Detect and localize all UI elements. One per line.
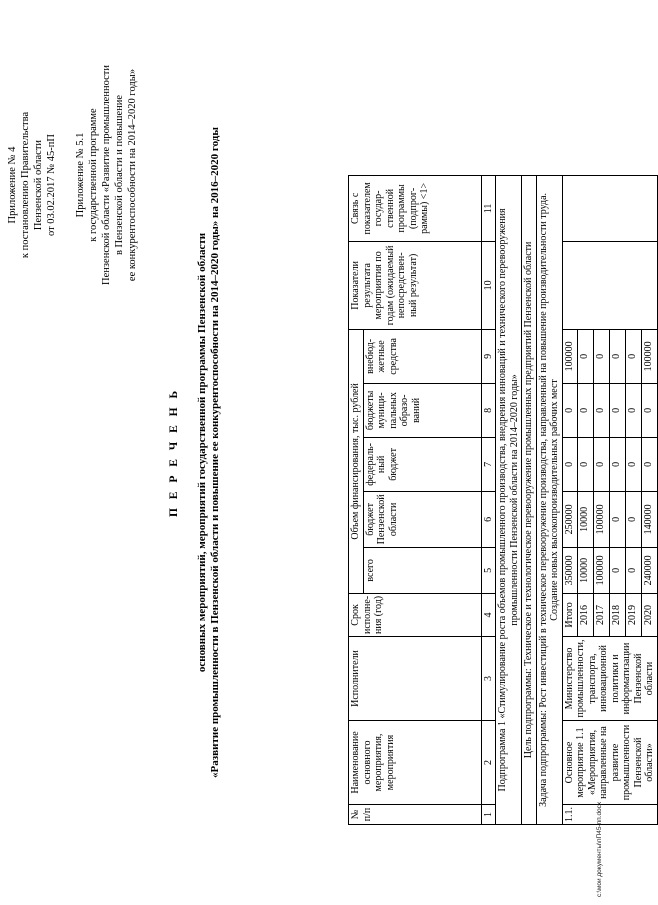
row-term: 2020 xyxy=(641,593,657,636)
row-offbudget: 0 xyxy=(625,329,641,383)
appendix-5-1-line3: Пензенской области «Развитие промышленности xyxy=(101,65,112,285)
col-number: 11 xyxy=(481,175,496,241)
header-funding: Объем финансирования, тыс. рублей xyxy=(349,329,364,593)
activities-table xyxy=(348,175,658,825)
row-total: 0 xyxy=(625,547,641,593)
row-municipal: 0 xyxy=(609,383,625,437)
col-number: 3 xyxy=(481,637,496,721)
title-line2: «Развитие промышленности в Пензенской области и повышение ее конкурентоспособности на 2014–2020 годы» на 2016–2020 годы xyxy=(209,127,221,778)
appendix-4-block xyxy=(6,65,58,305)
header-row-1 xyxy=(349,175,364,824)
row-total: 10000 xyxy=(578,547,594,593)
header-total: всего xyxy=(363,547,481,593)
row-federal: 0 xyxy=(562,437,578,491)
subprogram-task: Задача подпрограммы: Рост инвестиций в техническое перевооружение производства, направленный на повышение производительности труда. Создание новых высокопроизводительных рабочих мест xyxy=(536,175,562,824)
appendix-5-1-line5: ее конкурентоспособности на 2014–2020 годы» xyxy=(127,68,138,282)
col-number: 6 xyxy=(481,491,496,547)
row-regional: 0 xyxy=(625,491,641,547)
row-federal: 0 xyxy=(625,437,641,491)
row-regional: 250000 xyxy=(562,491,578,547)
row-term: 2018 xyxy=(609,593,625,636)
row-term: 2017 xyxy=(594,593,610,636)
row-municipal: 0 xyxy=(594,383,610,437)
col-number: 5 xyxy=(481,547,496,593)
col-number: 9 xyxy=(481,329,496,383)
appendix-4-line4: от 03.02.2017 № 45-пП xyxy=(46,133,57,237)
file-path-footer: c:\мои документы\пП45-пп.docx xyxy=(596,801,603,897)
row-total: 240000 xyxy=(641,547,657,593)
col-number: 4 xyxy=(481,593,496,636)
row-total: 350000 xyxy=(562,547,578,593)
row-total: 0 xyxy=(609,547,625,593)
row-regional: 0 xyxy=(609,491,625,547)
task-row xyxy=(536,175,562,824)
row-link xyxy=(562,175,657,241)
row-municipal: 0 xyxy=(562,383,578,437)
appendix-5-1-line4: в Пензенской области и повышение xyxy=(114,94,125,256)
row-federal: 0 xyxy=(578,437,594,491)
appendix-4-line3: Пензенской области xyxy=(33,139,44,231)
subprogram-title: Подпрограмма 1 «Стимулирование роста объемов промышленного производства, внедрения инноваций и технического перевооружения промышленности Пензенской области на 2014–2020 годы» xyxy=(496,175,522,824)
row-term: 2019 xyxy=(625,593,641,636)
row-federal: 0 xyxy=(609,437,625,491)
row-federal: 0 xyxy=(594,437,610,491)
col-number: 8 xyxy=(481,383,496,437)
row-num: 1.1. xyxy=(562,805,657,825)
row-offbudget: 0 xyxy=(578,329,594,383)
appendix-4-line2: к постановлению Правительства xyxy=(20,111,31,259)
header-link: Связь с показателем государ-ственной программы (подпрог-раммы) <1> xyxy=(349,175,482,241)
row-offbudget: 100000 xyxy=(562,329,578,383)
row-federal: 0 xyxy=(641,437,657,491)
appendix-5-1-line2: к государственной программе xyxy=(88,108,99,242)
row-offbudget: 100000 xyxy=(641,329,657,383)
col-number: 7 xyxy=(481,437,496,491)
row-regional: 10000 xyxy=(578,491,594,547)
header-offbudget: внебюд-жетные средства xyxy=(363,329,481,383)
row-indicators xyxy=(562,241,657,329)
row-offbudget: 0 xyxy=(609,329,625,383)
appendix-5-1-line1: Приложение № 5.1 xyxy=(75,132,86,218)
row-municipal: 0 xyxy=(641,383,657,437)
row-term: Итого xyxy=(562,593,578,636)
col-number: 1 xyxy=(481,805,496,825)
row-municipal: 0 xyxy=(578,383,594,437)
header-term: Срок исполне-ния (год) xyxy=(349,593,482,636)
table-row xyxy=(562,175,578,824)
column-numbers-row xyxy=(481,175,496,824)
header-num: № п/п xyxy=(349,805,482,825)
appendix-4-line1: Приложение № 4 xyxy=(7,146,18,224)
col-number: 10 xyxy=(481,241,496,329)
subprogram-row xyxy=(496,175,522,824)
header-municipal: бюджеты муници-пальных образо-ваний xyxy=(363,383,481,437)
header-name: Наименование основного мероприятия, мероприятия xyxy=(349,721,482,805)
header-federal: федераль-ный бюджет xyxy=(363,437,481,491)
document-title xyxy=(168,0,222,905)
title-word: П Е Р Е Ч Е Н Ь xyxy=(168,387,180,518)
row-executor: Министерство промышленности, транспорта, инновационной политики и информатизации Пензенской области xyxy=(562,637,657,721)
appendix-5-1-block xyxy=(74,35,139,315)
row-regional: 100000 xyxy=(594,491,610,547)
row-municipal: 0 xyxy=(625,383,641,437)
col-number: 2 xyxy=(481,721,496,805)
row-term: 2016 xyxy=(578,593,594,636)
row-total: 100000 xyxy=(594,547,610,593)
title-line1: основных мероприятий, мероприятий государственной программы Пензенской области xyxy=(196,232,208,673)
row-regional: 140000 xyxy=(641,491,657,547)
header-regional: бюджет Пензенской области xyxy=(363,491,481,547)
header-indicators: Показатели результата мероприятия по годам (ожидаемый непосредствен-ный результат) xyxy=(349,241,482,329)
row-name: Основное мероприятие 1.1 «Мероприятия, направленные на развитие промышленности Пензенской области» xyxy=(562,721,657,805)
header-executors: Исполнители xyxy=(349,637,482,721)
goal-row xyxy=(522,175,537,824)
row-offbudget: 0 xyxy=(594,329,610,383)
subprogram-goal: Цель подпрограммы: Техническое и технологическое перевооружение промышленных предприятий Пензенской области xyxy=(522,175,537,824)
